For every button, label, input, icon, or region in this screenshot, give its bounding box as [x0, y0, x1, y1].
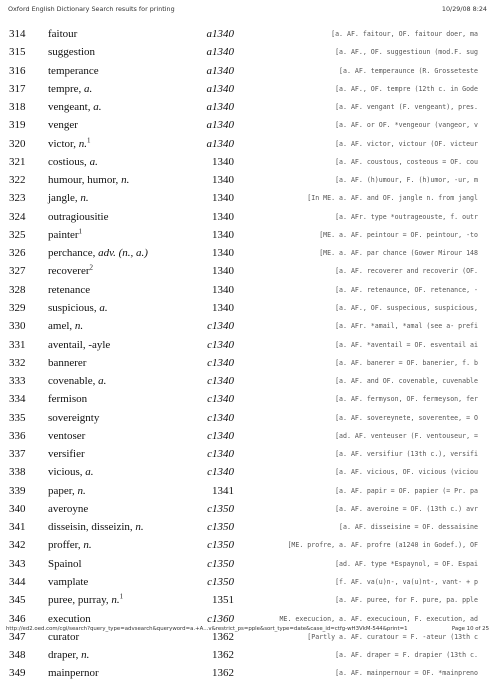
date-text: a1340: [206, 82, 234, 95]
homograph-number: 1: [119, 592, 124, 601]
first-date: [175, 448, 234, 460]
table-row: [0, 135, 495, 153]
table-row: [0, 62, 495, 80]
print-header: [8, 5, 487, 17]
headword-text: recoverer: [48, 265, 90, 278]
first-date: [175, 46, 234, 58]
first-date: [175, 393, 234, 405]
print-footer: [6, 626, 489, 638]
entry-number: 347: [9, 630, 26, 643]
headword-text: paper,: [48, 484, 78, 497]
entry-number: 322: [9, 174, 26, 187]
headword-text: execution: [48, 612, 91, 625]
entry-number: 335: [9, 411, 26, 424]
entry-number: 340: [9, 502, 26, 515]
first-date: [175, 229, 234, 241]
part-of-speech: n.: [80, 192, 89, 205]
part-of-speech: a.: [93, 101, 102, 114]
entry-number: 328: [9, 283, 26, 296]
etymology-snippet: [a. AF. coustous, costeous = OF. cou: [335, 157, 478, 166]
results-table: [0, 25, 495, 683]
entry-number: 321: [9, 155, 26, 168]
entry-number: 332: [9, 356, 26, 369]
headword-text: aventail, -ayle: [48, 338, 111, 351]
table-row: [0, 208, 495, 226]
headword-text: bannerer: [48, 356, 87, 369]
date-text: 1351: [212, 594, 234, 607]
first-date: [175, 156, 234, 168]
entry-number: 315: [9, 46, 26, 59]
first-date: [175, 138, 234, 150]
date-text: c1350: [207, 539, 234, 552]
headword-text: versifier: [48, 448, 85, 461]
headword-text: Spainol: [48, 557, 82, 570]
table-row: [0, 244, 495, 262]
table-row: [0, 317, 495, 335]
etymology-snippet: [a. AF. fermyson, OF. fermeyson, fer: [335, 395, 478, 404]
headword-text: humour, humor,: [48, 174, 122, 187]
entry-number: 334: [9, 393, 26, 406]
etymology-snippet: [a. AF. and OF. covenable, cuvenable: [335, 377, 478, 386]
date-text: c1340: [207, 448, 234, 461]
part-of-speech: n.: [77, 484, 86, 497]
entry-number: 319: [9, 119, 26, 132]
etymology-snippet: [ME. profre, a. AF. profre (a1240 in Godef.), OF: [287, 541, 478, 550]
headword-text: covenable,: [48, 375, 99, 388]
etymology-snippet: [f. AF. va(u)n-, va(u)nt-, vant- + p: [335, 577, 478, 586]
part-of-speech: n.: [111, 594, 120, 607]
entry-number: 346: [9, 612, 26, 625]
entry-number: 325: [9, 228, 26, 241]
table-row: [0, 390, 495, 408]
etymology-snippet: [a. AF. retenaunce, OF. retenance, -: [335, 285, 478, 294]
headword-text: curator: [48, 630, 80, 643]
headword-text: ventoser: [48, 429, 86, 442]
table-row: [0, 591, 495, 609]
part-of-speech: a.: [89, 155, 98, 168]
date-text: c1350: [207, 521, 234, 534]
table-row: [0, 262, 495, 280]
entry-number: 342: [9, 539, 26, 552]
table-row: [0, 536, 495, 554]
first-date: [175, 613, 234, 625]
date-text: a1340: [206, 119, 234, 132]
date-text: 1362: [212, 630, 234, 643]
date-text: c1340: [207, 320, 234, 333]
date-text: a1340: [206, 101, 234, 114]
date-text: 1340: [212, 155, 234, 168]
headword-text: fermison: [48, 393, 88, 406]
entry-number: 349: [9, 667, 26, 680]
part-of-speech: a.: [99, 301, 108, 314]
headword-text: suspicious,: [48, 301, 100, 314]
date-text: c1350: [207, 557, 234, 570]
headword-text: venger: [48, 119, 78, 132]
headword-text: vicious,: [48, 466, 86, 479]
table-row: [0, 482, 495, 500]
first-date: [175, 466, 234, 478]
date-text: 1340: [212, 247, 234, 260]
entry-number: 333: [9, 375, 26, 388]
date-text: 1362: [212, 667, 234, 680]
table-row: [0, 43, 495, 61]
etymology-snippet: [a. AF. or OF. *vengeour (vangeor, v: [335, 121, 478, 130]
first-date: [175, 320, 234, 332]
first-date: [175, 412, 234, 424]
etymology-snippet: [a. AF. mainpernour = OF. *mainpreno: [335, 669, 478, 678]
etymology-snippet: [a. AF. faitour, OF. faitour doer, ma: [331, 30, 478, 38]
part-of-speech: n.: [83, 539, 92, 552]
etymology-snippet: [Partly a. AF. curatour = F. -ateur (13th c: [307, 632, 478, 641]
entry-number: 316: [9, 64, 26, 77]
first-date: [175, 247, 234, 259]
date-text: c1340: [207, 375, 234, 388]
first-date: [175, 192, 234, 204]
etymology-snippet: [a. AF. temperaunce (R. Grosseteste: [339, 66, 478, 75]
table-row: [0, 153, 495, 171]
etymology-snippet: [a. AF. vicious, OF. vicious (viciou: [335, 468, 478, 477]
entry-number: 323: [9, 192, 26, 205]
date-text: c1340: [207, 338, 234, 351]
entry-number: 336: [9, 429, 26, 442]
date-text: a1340: [206, 28, 234, 40]
etymology-snippet: [a. AF. vengant (F. vengeant), pres.: [335, 103, 478, 112]
headword-text: painter: [48, 228, 79, 241]
etymology-snippet: [a. AF. (h)umour, F. (h)umor, -ur, m: [335, 176, 478, 185]
entry-number: 329: [9, 301, 26, 314]
entry-number: 338: [9, 466, 26, 479]
part-of-speech: adv. (n., a.): [98, 247, 148, 260]
table-row: [0, 189, 495, 207]
table-row: [0, 226, 495, 244]
first-date: [175, 265, 234, 277]
table-row: [0, 573, 495, 591]
date-text: 1341: [212, 484, 234, 497]
table-row: [0, 25, 495, 43]
first-date: [175, 83, 234, 95]
entry-number: 314: [9, 28, 26, 40]
table-row: [0, 664, 495, 682]
entry-number: 331: [9, 338, 26, 351]
headword-text: amel,: [48, 320, 75, 333]
table-row: [0, 80, 495, 98]
date-text: c1350: [207, 502, 234, 515]
date-text: 1362: [212, 649, 234, 662]
print-header-title: Oxford English Dictionary Search results for printing: [8, 5, 175, 13]
footer-url[interactable]: http://ed2.oed.com/cgi/search?query_type=advsearch&queryword=a.+A...v&restrict_ps=pple&sort_type=date&case_id=ctfg-wH3VkM-544&print=1: [6, 626, 408, 632]
first-date: [175, 339, 234, 351]
headword-text: faitour: [48, 28, 78, 40]
table-row: [0, 281, 495, 299]
table-row: [0, 500, 495, 518]
date-text: a1340: [206, 137, 234, 150]
table-row: [0, 646, 495, 664]
homograph-number: 1: [86, 135, 91, 144]
etymology-snippet: [ME. a. AF. par chance (Gower Mirour 148: [319, 249, 478, 258]
homograph-number: 2: [89, 263, 94, 272]
headword-text: averoyne: [48, 502, 89, 515]
entry-number: 337: [9, 448, 26, 461]
date-text: a1340: [206, 64, 234, 77]
date-text: 1340: [212, 192, 234, 205]
first-date: [175, 485, 234, 497]
entry-number: 345: [9, 594, 26, 607]
etymology-snippet: [a. AF. puree, for F. pure, pa. pple: [335, 596, 478, 605]
etymology-snippet: [a. AF., OF. suggestioun (mod.F. sug: [335, 48, 478, 57]
table-row: [0, 409, 495, 427]
entry-number: 326: [9, 247, 26, 260]
first-date: [175, 211, 234, 223]
first-date: [175, 667, 234, 679]
date-text: c1340: [207, 411, 234, 424]
print-header-datetime: 10/29/08 8:24: [441, 5, 487, 13]
headword-text: vengeant,: [48, 101, 94, 114]
headword-text: vamplate: [48, 575, 89, 588]
headword-text: mainpernor: [48, 667, 99, 680]
first-date: [175, 375, 234, 387]
entry-number: 330: [9, 320, 26, 333]
date-text: c1360: [207, 612, 234, 625]
etymology-snippet: [ME. a. AF. peintour = OF. peintour, -to: [319, 230, 478, 239]
headword-text: temperance: [48, 64, 99, 77]
etymology-snippet: [a. AF. recoverer and recoverir (OF.: [335, 267, 478, 276]
table-row: [0, 98, 495, 116]
table-row: [0, 171, 495, 189]
headword-text: suggestion: [48, 46, 96, 59]
date-text: 1340: [212, 265, 234, 278]
headword-text: jangle,: [48, 192, 81, 205]
etymology-snippet: [ad. AF. type *Espaynol, = OF. Espai: [335, 559, 478, 568]
first-date: [175, 594, 234, 606]
headword-text: puree, purray,: [48, 594, 112, 607]
part-of-speech: n.: [121, 174, 130, 187]
entry-number: 317: [9, 82, 26, 95]
part-of-speech: n.: [135, 521, 144, 534]
date-text: c1340: [207, 356, 234, 369]
etymology-snippet: [In ME. a. AF. and OF. jangle n. from jangl: [307, 194, 478, 203]
entry-number: 341: [9, 521, 26, 534]
etymology-snippet: [a. AF. banerer = OF. banerier, f. b: [335, 358, 478, 367]
table-row: [0, 445, 495, 463]
date-text: a1340: [206, 46, 234, 59]
date-text: c1350: [207, 575, 234, 588]
headword-text: draper,: [48, 649, 82, 662]
first-date: [175, 284, 234, 296]
part-of-speech: a.: [85, 466, 94, 479]
first-date: [175, 558, 234, 570]
table-row: [0, 299, 495, 317]
headword-text: costious,: [48, 155, 90, 168]
entry-number: 339: [9, 484, 26, 497]
headword-text: retenance: [48, 283, 91, 296]
first-date: [175, 28, 234, 40]
etymology-snippet: [a. AF. *aventail = OF. esventail ai: [335, 340, 478, 349]
entry-number: 344: [9, 575, 26, 588]
footer-page-number: Page 10 of 25: [448, 626, 489, 632]
table-row: [0, 555, 495, 573]
headword-text: perchance,: [48, 247, 99, 260]
table-row: [0, 463, 495, 481]
first-date: [175, 119, 234, 131]
entry-number: 320: [9, 137, 26, 150]
etymology-snippet: [a. AF. disseisine = OF. dessaisine: [339, 523, 478, 532]
homograph-number: 1: [78, 227, 83, 236]
date-text: 1340: [212, 283, 234, 296]
table-row: [0, 427, 495, 445]
etymology-snippet: [a. AF. victor, victour (OF. victeur: [335, 139, 478, 148]
table-row: [0, 372, 495, 390]
part-of-speech: n.: [81, 649, 90, 662]
first-date: [175, 174, 234, 186]
first-date: [175, 649, 234, 661]
date-text: c1340: [207, 393, 234, 406]
etymology-snippet: [a. AF., OF. tempre (12th c. in Gode: [335, 84, 478, 93]
entry-number: 348: [9, 649, 26, 662]
etymology-snippet: [a. AF. versifiur (13th c.), versifi: [335, 450, 478, 459]
entry-number: 343: [9, 557, 26, 570]
date-text: c1340: [207, 429, 234, 442]
etymology-snippet: [a. AFr. *amail, *amal (see a- prefi: [335, 322, 478, 331]
headword-text: sovereignty: [48, 411, 100, 424]
etymology-snippet: ME. execucion, a. AF. execucioun, F. execution, ad: [279, 614, 478, 623]
first-date: [175, 430, 234, 442]
table-row: [0, 116, 495, 134]
part-of-speech: a.: [84, 82, 93, 95]
part-of-speech: n.: [78, 137, 87, 150]
part-of-speech: n.: [74, 320, 84, 333]
etymology-snippet: [a. AF. draper = F. drapier (13th c.: [335, 651, 478, 660]
etymology-snippet: [a. AF. averoine = OF. (13th c.) avr: [335, 504, 478, 513]
headword-text: victor,: [48, 137, 79, 150]
part-of-speech: a.: [98, 375, 107, 388]
date-text: 1340: [212, 210, 234, 223]
headword-text: tempre,: [48, 82, 85, 95]
table-row: [0, 518, 495, 536]
headword-text: disseisin, disseizin,: [48, 521, 136, 534]
headword-text: proffer,: [48, 539, 84, 552]
etymology-snippet: [a. AF., OF. suspecious, suspicious,: [335, 303, 478, 312]
first-date: [175, 302, 234, 314]
first-date: [175, 539, 234, 551]
first-date: [175, 101, 234, 113]
first-date: [175, 357, 234, 369]
entry-number: 318: [9, 101, 26, 114]
first-date: [175, 503, 234, 515]
first-date: [175, 521, 234, 533]
date-text: 1340: [212, 301, 234, 314]
entry-number: 324: [9, 210, 26, 223]
first-date: [175, 65, 234, 77]
first-date: [175, 576, 234, 588]
entry-number: 327: [9, 265, 26, 278]
date-text: 1340: [212, 174, 234, 187]
headword-text: outragiousitie: [48, 210, 109, 223]
etymology-snippet: [a. AF. sovereynete, soverentee, = O: [335, 413, 478, 422]
etymology-snippet: [a. AF. papir = OF. papier (= Pr. pa: [335, 486, 478, 495]
date-text: 1340: [212, 228, 234, 241]
etymology-snippet: [ad. AF. venteuser (F. ventouseur, =: [335, 431, 478, 440]
date-text: c1340: [207, 466, 234, 479]
etymology-snippet: [a. AFr. type *outrageouste, f. outr: [335, 212, 478, 221]
table-row: [0, 336, 495, 354]
table-row: [0, 354, 495, 372]
